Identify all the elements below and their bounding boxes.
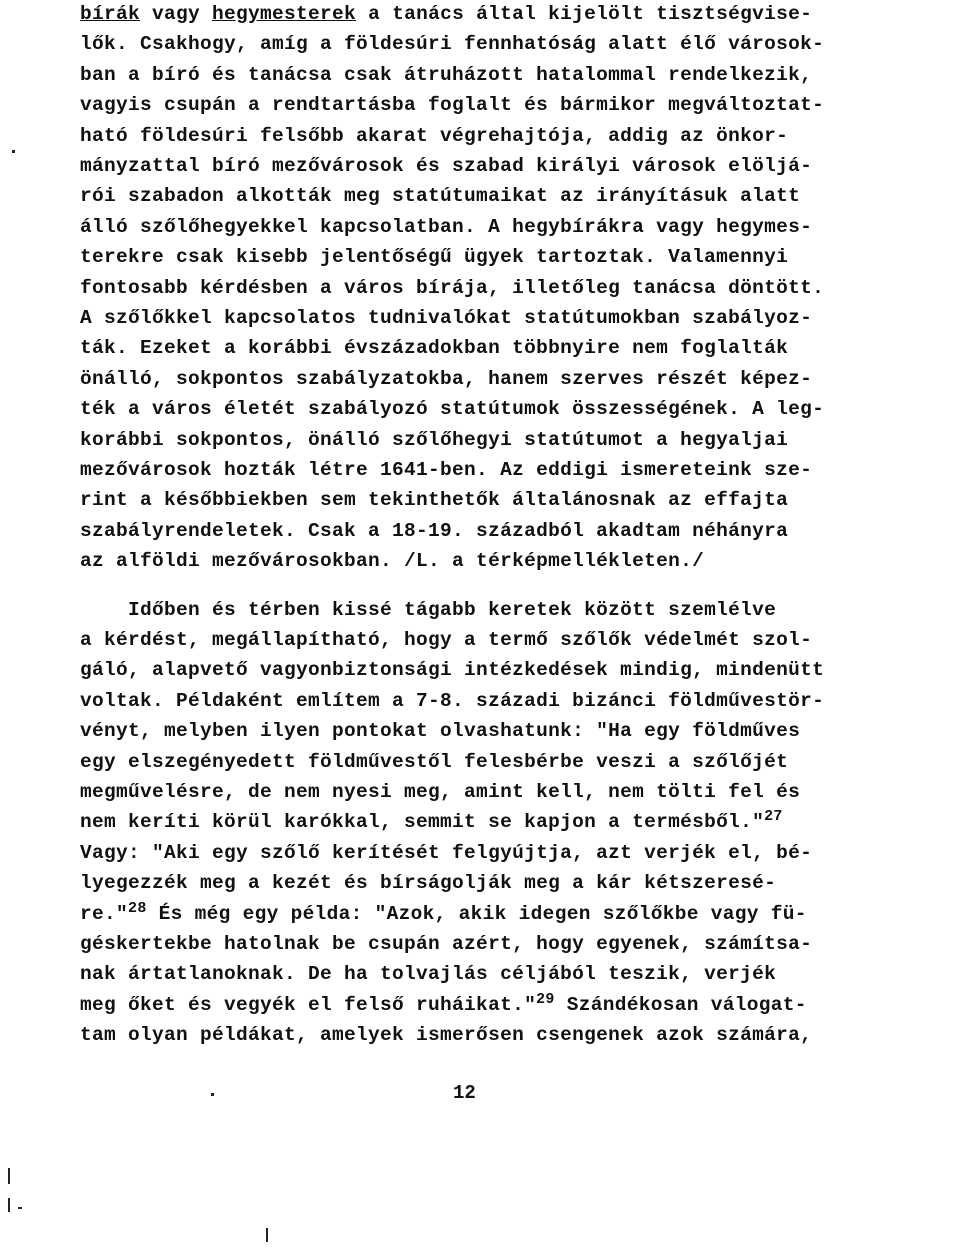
text-line [80, 810, 783, 834]
footnote-ref: 29 [536, 990, 555, 1008]
text-segment: És még egy példa: "Azok, akik idegen szőlőkbe vagy fü- [146, 902, 807, 925]
text-line [80, 215, 812, 239]
text-segment: lők. Csakhogy, amíg a földesúri fennhatóság alatt élő városok- [80, 33, 825, 56]
text-line [80, 750, 788, 774]
text-segment: megművelésre, de nem nyesi meg, amint kell, nem tölti fel és [80, 781, 801, 803]
text-segment: vényt, melyben ilyen pontokat olvashatunk: "Ha egy földműves [80, 720, 801, 743]
text-segment: lyegezzék meg a kezét és bírságolják meg a kár kétszeresé- [80, 872, 777, 895]
text-line [80, 124, 788, 148]
scan-speck [8, 1168, 10, 1184]
text-segment: gáló, alapvető vagyonbiztonsági intézkedések mindig, mindenütt [80, 659, 825, 682]
text-segment: Időben és térben kissé tágabb keretek között szemlélve [80, 598, 777, 621]
text-segment: Vagy: "Aki egy szőlő kerítését felgyújtja, azt verjék el, bé- [80, 841, 813, 864]
text-segment: meg őket és vegyék el felső ruháikat." [80, 993, 537, 1016]
text-segment: tam olyan példákat, amelyek ismerősen csengenek azok számára, [80, 1024, 813, 1047]
text-segment: önálló, sokpontos szabályzatokba, hanem szerves részét képez- [80, 367, 813, 390]
text-line [80, 93, 824, 117]
text-segment: ban a bíró és tanácsa csak átruházott hatalommal rendelkezik, [80, 63, 813, 86]
text-line [80, 780, 800, 804]
footnote-ref: 27 [764, 808, 783, 826]
scan-speck [12, 150, 15, 153]
text-segment: nem keríti körül karókkal, semmit se kapjon a termésből." [80, 811, 765, 834]
text-line [80, 458, 812, 482]
text-segment: korábbi sokpontos, önálló szőlőhegyi statútumot a hegyaljai [80, 428, 789, 451]
text-line [80, 306, 812, 330]
text-line [80, 397, 824, 421]
text-segment: Szándékosan válogat- [554, 993, 807, 1016]
text-line [80, 154, 812, 178]
text-segment: a kérdést, megállapítható, hogy a termő szőlők védelmét szol- [80, 629, 813, 651]
text-segment: a tanács által kijelölt tisztségvise- [356, 3, 813, 25]
footnote-ref: 28 [128, 899, 147, 917]
text-segment: nak ártatlanoknak. De ha tolvajlás céljából teszik, verjék [80, 963, 777, 986]
text-line [80, 63, 812, 87]
text-segment: ték a város életét szabályozó statútumok összességének. A leg- [80, 398, 825, 421]
text-segment: bírák [80, 3, 141, 25]
text-segment: vagy [140, 3, 213, 25]
text-line [80, 899, 807, 926]
text-line [80, 962, 776, 986]
text-segment: hegymesterek [212, 3, 357, 25]
text-line [80, 719, 800, 743]
text-line [80, 628, 812, 652]
text-line [80, 367, 812, 391]
text-line [80, 932, 812, 956]
text-segment: az alföldi mezővárosokban. /L. a térképmellékleten./ [80, 550, 705, 573]
text-segment: vagyis csupán a rendtartásba foglalt és bármikor megváltoztat- [80, 94, 825, 117]
text-segment: álló szőlőhegyekkel kapcsolatban. A hegybírákra vagy hegymes- [80, 215, 813, 238]
text-line [80, 184, 800, 208]
text-segment: rói szabadon alkották meg statútumaikat az irányításuk alatt [80, 185, 801, 208]
text-segment: szabályrendeletek. Csak a 18-19. századból akadtam néhányra [80, 519, 789, 542]
text-line [80, 841, 812, 865]
scan-speck [18, 1207, 22, 1209]
text-segment: fontosabb kérdésben a város bírája, illetőleg tanácsa döntött. [80, 276, 825, 299]
text-segment: egy elszegényedett földművestől felesbérbe veszi a szőlőjét [80, 750, 789, 773]
text-line [80, 32, 824, 56]
text-line [80, 276, 824, 300]
text-line [80, 2, 812, 26]
text-segment: géskertekbe hatolnak be csupán azért, hogy egyenek, számítsa- [80, 933, 813, 955]
text-line [80, 871, 776, 895]
text-line [80, 598, 776, 622]
text-line [80, 990, 807, 1017]
text-segment: ták. Ezeket a korábbi évszázadokban többnyire nem foglalták [80, 337, 789, 360]
text-segment: A szőlőkkel kapcsolatos tudnivalókat statútumokban szabályoz- [80, 307, 813, 329]
scan-speck [266, 1228, 268, 1242]
text-segment: voltak. Példaként említem a 7-8. századi bizánci földművestör- [80, 689, 825, 712]
text-segment: ható földesúri felsőbb akarat végrehajtója, addig az önkor- [80, 124, 789, 147]
text-segment: mányzattal bíró mezővárosok és szabad királyi városok elöljá- [80, 155, 813, 177]
page-number: 12 [453, 1082, 476, 1104]
scan-speck [211, 1093, 214, 1096]
text-line [80, 1023, 812, 1047]
text-line [80, 245, 788, 269]
text-segment: terekre csak kisebb jelentőségű ügyek tartoztak. Valamennyi [80, 246, 789, 269]
scan-speck [8, 1198, 10, 1212]
text-segment: rint a későbbiekben sem tekinthetők általánosnak az effajta [80, 489, 789, 512]
text-line [80, 549, 704, 573]
text-line [80, 519, 788, 543]
text-line [80, 488, 788, 512]
text-line [80, 689, 824, 713]
text-line [80, 336, 788, 360]
text-segment: mezővárosok hozták létre 1641-ben. Az eddigi ismereteink sze- [80, 459, 813, 481]
text-line [80, 428, 788, 452]
text-line [80, 658, 824, 682]
text-segment: re." [80, 902, 129, 925]
